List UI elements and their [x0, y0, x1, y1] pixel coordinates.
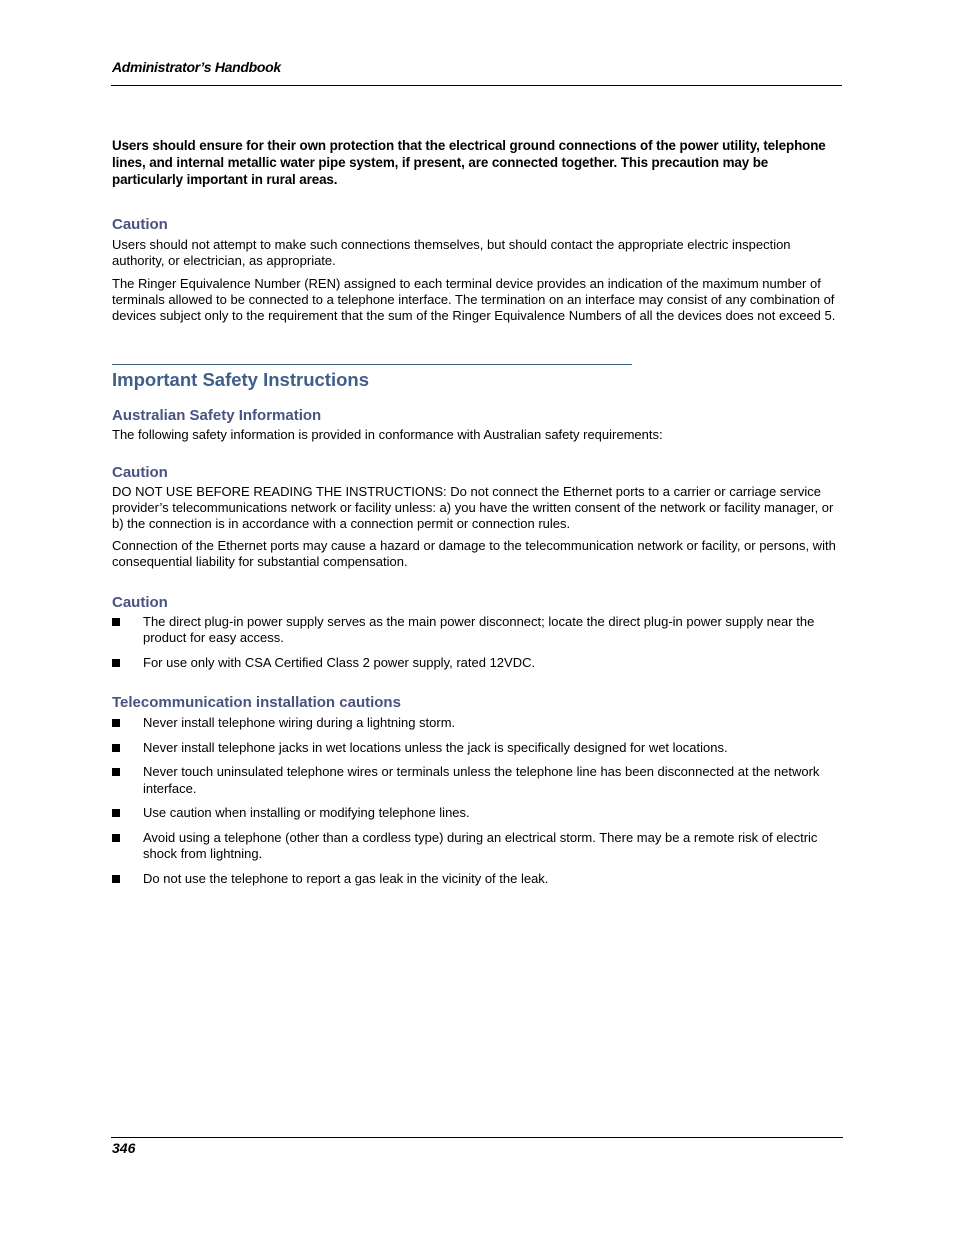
list-item-text: Never install telephone wiring during a lightning storm.	[143, 715, 456, 731]
page-number: 346	[112, 1140, 136, 1156]
list-item	[112, 740, 842, 757]
bullet-square-icon	[112, 618, 120, 626]
list-item	[112, 614, 842, 647]
bullet-square-icon	[112, 834, 120, 842]
bullet-square-icon	[112, 768, 120, 776]
list-item	[112, 871, 842, 888]
caution-heading-3: Caution	[112, 593, 168, 611]
list-item-text: The direct plug-in power supply serves as the main power disconnect; locate the direct plug-in power supply near the product for easy access.	[143, 613, 815, 646]
document-title: Administrator’s Handbook	[112, 59, 281, 75]
page-footer	[111, 1137, 843, 1156]
ground-connection-warning: Users should ensure for their own protection that the electrical ground connections of the power utility, telephone lines, and internal metallic water pipe system, if present, are connected together. This precaution may be particularly important in rural areas.	[112, 138, 826, 187]
bullet-square-icon	[112, 719, 120, 727]
page-content	[112, 137, 842, 887]
list-item	[112, 715, 842, 732]
caution-heading-2: Caution	[112, 464, 168, 482]
list-item	[112, 830, 842, 863]
telecom-cautions-heading: Telecommunication installation cautions	[112, 694, 401, 712]
list-item	[112, 764, 842, 797]
list-item	[112, 655, 842, 672]
australian-safety-heading: Australian Safety Information	[112, 406, 322, 424]
list-item-text: Use caution when installing or modifying telephone lines.	[143, 805, 470, 821]
list-item-text: Do not use the telephone to report a gas leak in the vicinity of the leak.	[143, 870, 549, 886]
ren-paragraph: The Ringer Equivalence Number (REN) assigned to each terminal device provides an indication of the maximum number of terminals allowed to be connected to a telephone interface. The termination on an interface may consist of any combination of devices subject only to the requirement that the sum of the Ringer Equivalence Numbers of all the devices does not exceed 5.	[112, 276, 836, 323]
caution-heading-1: Caution	[112, 216, 168, 233]
telecom-cautions-list	[112, 715, 842, 887]
caution-1-paragraph-1: Users should not attempt to make such connections themselves, but should contact the appropriate electric inspection authority, or electrician, as appropriate.	[112, 237, 791, 268]
bullet-square-icon	[112, 809, 120, 817]
ethernet-caution-paragraph: DO NOT USE BEFORE READING THE INSTRUCTIONS: Do not connect the Ethernet ports to a carrier or carriage service provider’s telecommunications network or facility unless: a) you have the written consent of the network or facility manager, or b) the connection is in accordance with a connection permit or connection rules.	[112, 484, 834, 531]
ethernet-hazard-paragraph: Connection of the Ethernet ports may cause a hazard or damage to the telecommunication network or facility, or persons, with consequential liability for substantial compensation.	[112, 538, 836, 570]
section-title: Important Safety Instructions	[112, 364, 632, 391]
list-item	[112, 805, 842, 822]
australian-safety-paragraph: The following safety information is provided in conformance with Australian safety requirements:	[112, 426, 663, 442]
list-item-text: Avoid using a telephone (other than a cordless type) during an electrical storm. There may be a remote risk of electric shock from lightning.	[143, 829, 818, 862]
list-item-text: Never install telephone jacks in wet locations unless the jack is specifically designed for wet locations.	[143, 739, 728, 755]
list-item-text: For use only with CSA Certified Class 2 power supply, rated 12VDC.	[143, 654, 536, 670]
bullet-square-icon	[112, 659, 120, 667]
page-header	[111, 58, 842, 86]
bullet-square-icon	[112, 875, 120, 883]
power-supply-list	[112, 614, 842, 672]
list-item-text: Never touch uninsulated telephone wires or terminals unless the telephone line has been disconnected at the network interface.	[143, 764, 820, 796]
bullet-square-icon	[112, 744, 120, 752]
